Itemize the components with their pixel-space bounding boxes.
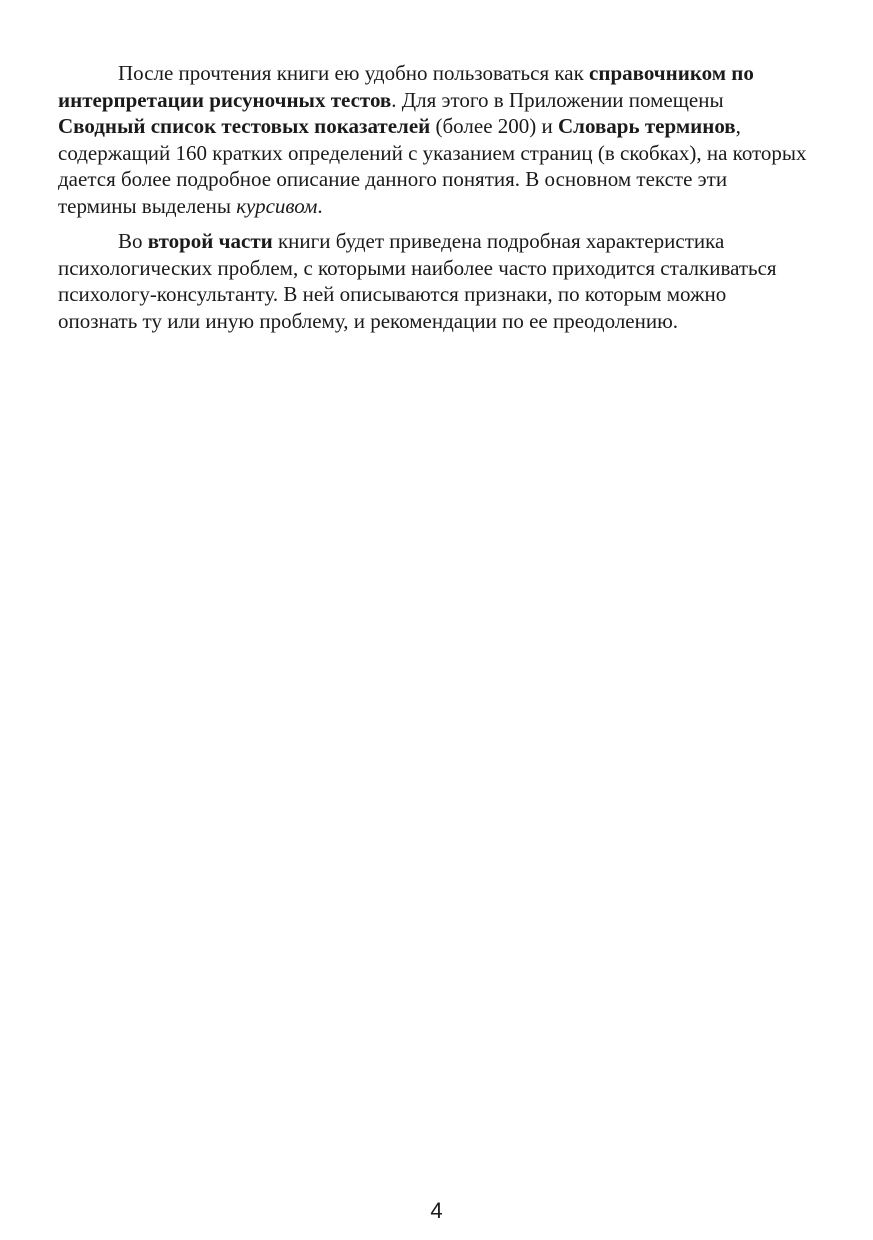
text-run: (более 200) и	[430, 114, 559, 138]
text-run: После прочтения книги ею удобно пользоваться как	[118, 61, 590, 85]
text-run: .	[317, 193, 323, 218]
body-text	[58, 60, 810, 334]
text-run: Во	[118, 229, 148, 253]
bold-term-second-part: второй части	[147, 229, 273, 253]
italic-term: курсивом	[236, 193, 318, 218]
bold-term-glossary: Словарь терминов	[558, 114, 736, 138]
paragraph-1	[58, 60, 810, 219]
text-run: , содержащий 160 кратких определений с указанием страниц (в скобках), на которых дается более подробное описание данного понятия. В основном тексте эти термины выделены	[58, 114, 807, 218]
page-number: 4	[430, 1198, 443, 1223]
bold-term-reference-guide: справочником по интерпретации рисуночных тестов	[58, 61, 754, 112]
text-run: книги будет приведена подробная характеристика психологических проблем, с которыми наиболее часто приходится сталкиваться психологу-консультанту. В ней описываются признаки, по которым можно опознать ту или иную проблему, и рекомендации по ее преодолению.	[58, 229, 777, 333]
text-run: . Для этого в Приложении помещены	[391, 87, 724, 112]
paragraph-2	[58, 228, 810, 334]
bold-term-summary-list: Сводный список тестовых показателей	[58, 114, 431, 138]
